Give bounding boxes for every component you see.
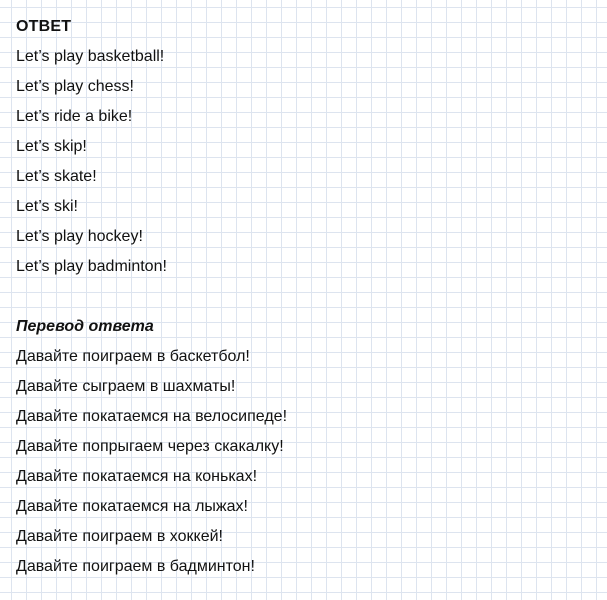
translation-line: Давайте покатаемся на коньках! [16, 468, 258, 485]
answer-line: Let’s play hockey! [16, 228, 143, 245]
translation-line: Давайте сыграем в шахматы! [16, 378, 236, 395]
translation-line: Давайте поиграем в баскетбол! [16, 348, 250, 365]
answer-section [16, 16, 167, 286]
answer-line: Let’s ski! [16, 198, 78, 215]
answer-heading: ОТВЕТ [16, 18, 72, 35]
answer-line: Let’s play badminton! [16, 258, 167, 275]
answer-line: Let’s ride a bike! [16, 108, 133, 125]
answer-line: Let’s skate! [16, 168, 97, 185]
translation-line: Давайте поиграем в хоккей! [16, 528, 223, 545]
answer-line: Let’s play chess! [16, 78, 134, 95]
translation-line: Давайте покатаемся на лыжах! [16, 498, 248, 515]
answer-line: Let’s skip! [16, 138, 87, 155]
translation-line: Давайте поиграем в бадминтон! [16, 558, 255, 575]
translation-line: Давайте попрыгаем через скакалку! [16, 438, 284, 455]
translation-heading: Перевод ответа [16, 318, 154, 335]
translation-line: Давайте покатаемся на велосипеде! [16, 408, 288, 425]
answer-line: Let’s play basketball! [16, 48, 165, 65]
translation-section [16, 316, 287, 586]
